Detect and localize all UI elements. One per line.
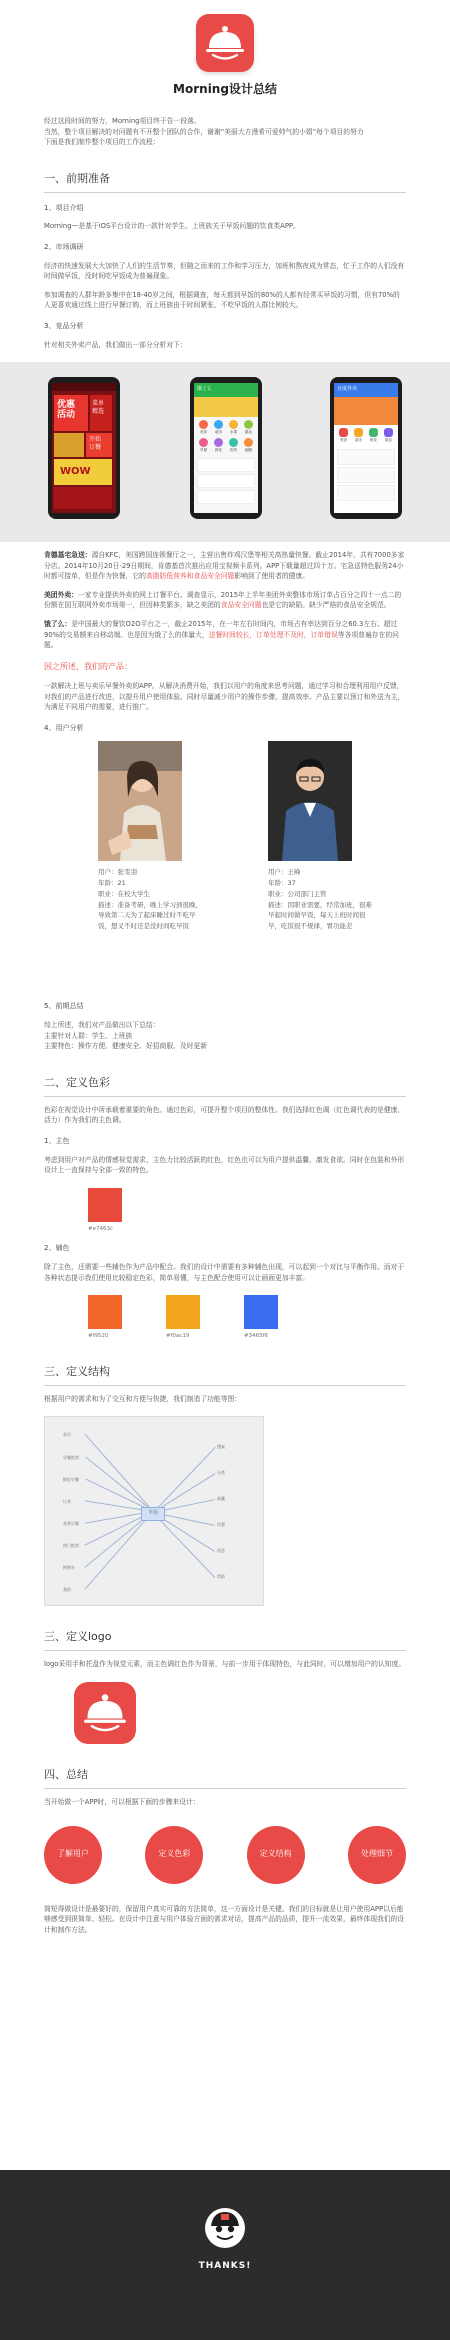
kfc-screen <box>52 383 116 513</box>
persona-info <box>98 867 204 931</box>
aux-color-block <box>166 1295 200 1329</box>
category-item[interactable]: 美食 <box>337 428 350 443</box>
aux-color-block <box>244 1295 278 1329</box>
section-heading-logo: 三、定义logo <box>44 1630 112 1644</box>
divider <box>44 1385 406 1386</box>
mascot-icon <box>205 2208 245 2248</box>
baidu-screen <box>334 383 398 513</box>
menu-tile[interactable]: 菜单 精选 <box>90 395 112 431</box>
mind-map-node: 首页 <box>63 1432 71 1438</box>
persona-name: 用户：张雯羽 <box>98 868 137 877</box>
persona-job: 职业：公司部门主管 <box>268 889 327 898</box>
competitor-note: 美团外卖：一家专业提供外卖的网上订餐平台。调查显示，2015年上半年美团外卖整体市场订单占百分之四十一点二的份额在国互联网外卖市场第一，但因种类繁多，缺之美团的食品安全问题也是它的缺陷。缺少严格的食品安全规范。 <box>44 590 402 610</box>
mind-map-node: 购物车 <box>63 1565 75 1571</box>
mind-map <box>44 1416 264 1606</box>
kfc-phone-mockup <box>48 377 120 519</box>
mind-map-node: 收藏 <box>217 1496 225 1502</box>
logo-showcase <box>74 1682 136 1744</box>
section-heading-summary: 四、总结 <box>44 1767 88 1781</box>
summary-line: 综上所述，我们对产品做出以下总结： <box>44 1021 160 1030</box>
persona-job: 职业：在校大学生 <box>98 889 150 898</box>
summary-line: 主要特色：操作方便、健康安全、好招商服、及时更新 <box>44 1042 208 1051</box>
paragraph-summary: 当开始做一个APP时，可以根据下面的步骤来设计： <box>44 1798 200 1807</box>
category-item[interactable]: 美食 <box>197 420 210 435</box>
aux-swatch <box>88 1295 122 1341</box>
step-circle: 了解用户 <box>44 1826 102 1884</box>
mind-map-link <box>153 1447 216 1513</box>
list-item[interactable] <box>337 485 395 501</box>
subheading-research: 2、市场调研 <box>44 243 84 252</box>
eleme-screen <box>194 383 258 513</box>
main-swatch <box>88 1188 406 1234</box>
app-icon <box>196 14 254 72</box>
mind-map-node: 分类 <box>217 1470 225 1476</box>
category-item[interactable]: 鲜花 <box>212 438 225 453</box>
paragraph-main-color: 考虑到用户对产品的情感视觉需求，主色力比较活跃的红色，红色也可以为用户提供温馨，激发食欲。同时在包装和外形设计上一直保持与全部一致的特色。 <box>44 1155 405 1175</box>
competitor-screens <box>0 362 450 542</box>
category-grid <box>194 417 258 456</box>
swatch-hex: #f0ac19 <box>166 1333 190 1340</box>
section-heading-colors: 二、定义色彩 <box>44 1075 110 1089</box>
category-item[interactable]: 超市 <box>212 420 225 435</box>
aux-swatch <box>244 1295 278 1341</box>
aux-swatch <box>166 1295 200 1341</box>
mind-map-node: 搜索 <box>217 1444 225 1450</box>
cloche-icon <box>205 24 245 62</box>
mind-map-link <box>85 1435 154 1513</box>
paragraph-logo: logo采用手和托盘作为视觉元素，而主色调红色作为背景，与前一步用于体现特色，与此同时，可以增加用户的认知度。 <box>44 1660 406 1669</box>
baidu-header: 百度外卖 <box>334 383 398 397</box>
category-grid <box>334 425 398 446</box>
cloche-icon <box>83 1692 127 1734</box>
subheading-intro: 1、项目介绍 <box>44 203 84 212</box>
category-item[interactable]: 医药 <box>227 438 240 453</box>
subheading-main-color: 1、主色 <box>44 1136 70 1145</box>
persona-desc: 描述：因职业需要，经常加班，很难早起时间做早饭，每天上班时间很早，吃饭很不规律，胃功能差 <box>268 900 372 931</box>
paragraph-research: 经济的快速发展大大加快了人们的生活节奏，但随之而来的工作和学习压力，加班和熬夜成为常态，忙于工作的人们没有时间做早饭，没时间吃早饭成为普遍现象。 <box>44 261 405 281</box>
category-item[interactable]: 甜品 <box>382 428 395 443</box>
swatch-hex: #f9520 <box>88 1333 109 1340</box>
mind-map-node: 早餐推荐 <box>63 1454 79 1460</box>
list-item[interactable] <box>197 490 255 504</box>
step-circle: 定义色彩 <box>145 1826 203 1884</box>
mind-map-node: 消息 <box>217 1548 225 1554</box>
persona-desc: 描述：准备考研，晚上学习到很晚，导致第二天为了起床睡过时不吃早饭，想叉不时还是没时间吃早饭 <box>98 900 202 931</box>
category-item[interactable]: 早餐 <box>197 438 210 453</box>
wow-banner[interactable]: WOW <box>54 459 112 485</box>
steps-row <box>44 1826 406 1884</box>
paragraph-aux-color: 除了主色，还需要一些辅色作为产品中配合。我们的设计中需要有多种辅色出现，可以起到一个对比与平衡作用。而对于各种状态提示我们使用比较稳定色彩，简单易懂，与主色配合使用可以让画面更加丰富。 <box>44 1263 405 1282</box>
baidu-phone-mockup <box>330 377 402 519</box>
intro-text <box>0 116 450 148</box>
list-item[interactable] <box>197 474 255 488</box>
subheading-summary: 5、前期总结 <box>44 1002 84 1011</box>
mind-map-node: 附近早餐 <box>63 1476 79 1482</box>
persona-photo <box>98 741 182 861</box>
status-bar <box>52 383 116 391</box>
section-heading-structure: 三、定义结构 <box>44 1364 110 1378</box>
persona-photo <box>268 741 352 861</box>
mind-map-node: 设置 <box>217 1522 225 1528</box>
mind-map-node: 订单 <box>63 1498 71 1504</box>
competitor-note: 肯德基宅急送：源自KFC，美国跨国连锁餐厅之一，主营出售炸鸡汉堡等相关高热量快餐。截止2014年，共有7000多家分店。2014年10月20日-29日期间，肯德基首次推出应用宝视频卡系列。APP下载量超过四十万。宅急送特色服务24小时都可接单，但是作为快餐，它的高脂肪低营养和食品安全问题影响到了使用者的健康。 <box>44 551 405 581</box>
banner[interactable] <box>194 397 258 417</box>
thanks-text: THANKS! <box>198 2261 252 2271</box>
divider <box>44 1788 406 1789</box>
order-tile[interactable]: 开始 订餐 <box>86 433 112 457</box>
paragraph-research: 参加调查的人群年龄多集中在18-40岁之间，根据调查，每天都到早饭的80%的人都有经常买早饭的习惯，但有70%的人更喜欢通过线上进行早餐订购，而上班族由于时间紧张，不吃早饭的人群比例较大。 <box>44 290 400 310</box>
product-highlight: 因之所述，我们的产品： <box>44 661 132 671</box>
aux-color-block <box>88 1295 122 1329</box>
persona-age: 年龄：37 <box>268 879 296 888</box>
persona-age: 年龄：21 <box>98 879 126 888</box>
category-item[interactable]: 水果 <box>227 420 240 435</box>
mascot-logo <box>205 2208 245 2248</box>
food-image <box>54 433 84 457</box>
summary <box>44 1020 406 1052</box>
eleme-header: 饿了么 <box>194 383 258 397</box>
category-item[interactable]: 跑腿 <box>242 438 255 453</box>
personas <box>44 741 406 991</box>
intro-line: 当然，整个项目解决的对问题有不开整个团队的合作，谢谢“美丽大方漫希可爱帅气的小娟”每个项目的努力 <box>44 127 364 136</box>
list-item[interactable] <box>197 458 255 472</box>
aux-swatches <box>88 1295 406 1341</box>
intro-line: 经过这段时间的努力，Morning项目终于告一段落。 <box>44 117 201 125</box>
swatch-hex: #e7463c <box>88 1225 114 1232</box>
persona-info <box>268 867 374 931</box>
mind-map-link <box>84 1512 153 1591</box>
paragraph-intro: Morning—是基于iOS平台设计的一款针对学生、上班族关于早饭问题的饮食类APP。 <box>44 222 300 231</box>
divider <box>44 1096 406 1097</box>
category-item[interactable]: 超市 <box>352 428 365 443</box>
paragraph-colors: 色彩在视觉设计中所承载着重要的角色。通过色彩，可提升整个项目的整体性。我们选择红色调（红色调代表的是健康、活力）作为我们的主色调。 <box>44 1105 405 1125</box>
promo-tile[interactable]: 优惠 活动 <box>54 395 88 431</box>
mind-map-node: 我的 <box>63 1587 71 1593</box>
category-item[interactable]: 甜品 <box>242 420 255 435</box>
closing-paragraph: 简短得做设计是最要好的，保留用户真实可靠的方法简单，这一方面设计是关键。我们的目标就是让用户使用APP以后能够感受到很简单、轻松。在设计中注意与用户体验方面的需求对话，提高产品的品质，提升一流效果，最终体现我们的设计和制作方法。 <box>44 1904 405 1934</box>
step-circle: 处理细节 <box>348 1826 406 1884</box>
paragraph-structure: 根据用户的需求和为了交互和方便与快捷，我们制造了功能等图： <box>44 1394 242 1403</box>
mind-map-node: 帮助 <box>217 1574 225 1580</box>
main-color-block <box>88 1188 122 1222</box>
intro-line: 下面是我们制作整个项目的工作流程： <box>44 138 160 147</box>
eleme-phone-mockup <box>190 377 262 519</box>
divider <box>44 192 406 193</box>
footer <box>0 2170 450 2340</box>
list-item[interactable] <box>337 467 395 483</box>
persona-card <box>254 741 374 931</box>
banner[interactable] <box>334 397 398 425</box>
paragraph-competitors: 针对相关外卖产品，我们做出一部分分析对下： <box>44 340 187 349</box>
category-item[interactable]: 鲜花 <box>367 428 380 443</box>
paragraph-product: 一款解决上班与卖乐早餐外卖的APP。从解决消费开始，我们以用户的角度来思考问题，通过学习和合理利用用户反馈，对我们的产品进行改进，以提升用户使用体验。同时尽量减少用户的操作步骤，提高效率。产品主要以预订和外送为主，为满足不同用户的需要，进行推广。 <box>44 682 405 712</box>
hero <box>0 0 450 110</box>
step-circle: 定义结构 <box>247 1826 305 1884</box>
competitor-note: 饿了么：是中国最大的餐饮O2O平台之一，截止2015年，在一年左右时间内，市场占有率达到百分之60.3左右。超过90%的交易额来自移动端。也是因为饿了么的体量大，送餐时间较长，订单处理不及时，订单错误等各项普遍存在的问题。 <box>44 620 399 650</box>
list-item[interactable] <box>337 449 395 465</box>
subheading-competitors: 3、竞品分析 <box>44 321 84 330</box>
divider <box>44 1650 406 1651</box>
subheading-aux-color: 2、辅色 <box>44 1244 70 1253</box>
subheading-users: 4、用户分析 <box>44 723 84 732</box>
mind-map-node: 营养早餐 <box>63 1520 79 1526</box>
section-heading-prep: 一、前期准备 <box>44 171 110 185</box>
summary-line: 主要针对人群：学生、上班族 <box>44 1031 133 1040</box>
persona-card <box>84 741 204 931</box>
mind-map-center: 早饭 <box>141 1507 165 1521</box>
page-title: Morning设计总结 <box>173 82 277 96</box>
mind-map-node: 热门推荐 <box>63 1543 79 1549</box>
swatch-hex: #3465f6 <box>244 1333 269 1340</box>
persona-name: 用户：王峰 <box>268 868 301 877</box>
bottom-tile <box>54 487 112 509</box>
